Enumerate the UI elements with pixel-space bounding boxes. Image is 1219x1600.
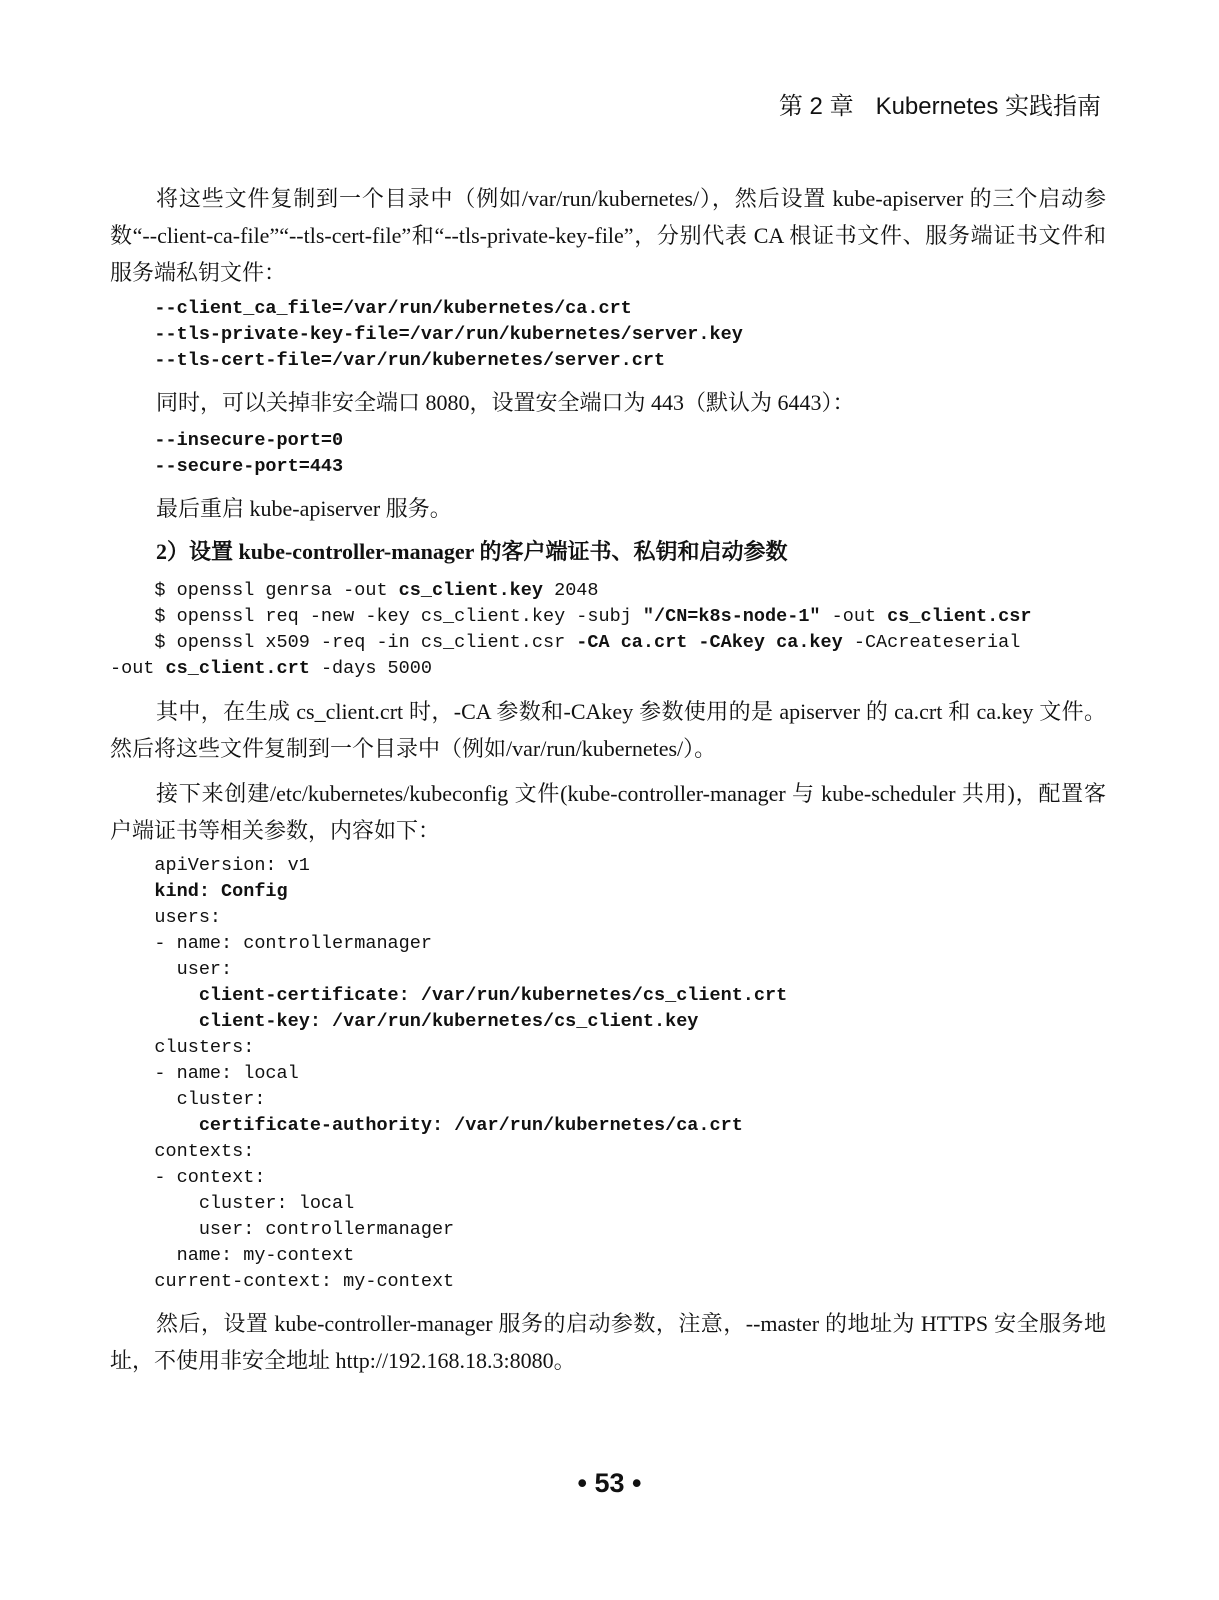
code-line [110,630,1110,656]
code-token: -days 5000 [309,658,432,679]
code-token: - context: [110,1167,266,1188]
running-header [779,86,1101,121]
paragraph-master-address: 然后，设置 kube-controller-manager 服务的启动参数，注意，--master 的地址为 HTTPS 安全服务地址，不使用非安全地址 http://192.168.18.3:8080。 [110,1311,1106,1373]
code-kubeconfig [110,853,1110,1295]
code-token: name: my-context [110,1245,355,1266]
code-line [110,1139,1110,1165]
code-token: 2048 [542,580,599,601]
code-line: --tls-cert-file=/var/run/kubernetes/server.crt [110,350,666,371]
code-token: cs_client.csr [887,606,1032,627]
code-token: -CA ca.crt -CAkey ca.key [576,632,843,653]
code-line [110,853,1110,879]
code-line [110,1087,1110,1113]
code-line: --client_ca_file=/var/run/kubernetes/ca.crt [110,298,632,319]
paragraph-ca-note: 其中，在生成 cs_client.crt 时，-CA 参数和-CAkey 参数使用的是 apiserver 的 ca.crt 和 ca.key 文件。然后将这些文件复制到一个目录中（例如/var/run/kubernetes/）。 [110,699,1106,761]
code-line [110,1113,1110,1139]
code-line [110,1191,1110,1217]
code-token: $ openssl req -new -key cs_client.key -subj [110,606,643,627]
code-token: client-certificate: /var/run/kubernetes/cs_client.crt [110,985,788,1006]
code-line [110,1035,1110,1061]
code-token: -out [820,606,888,627]
page-number: • 53 • [577,1468,642,1498]
paragraph-kubeconfig-intro: 接下来创建/etc/kubernetes/kubeconfig 文件(kube-controller-manager 与 kube-scheduler 共用)，配置客户端证书等相关参数，内容如下： [110,781,1106,843]
code-token: client-key: /var/run/kubernetes/cs_client.key [110,1011,699,1032]
code-token: user: [110,959,233,980]
code-token: -out [110,658,166,679]
code-line [110,1243,1110,1269]
code-line [110,879,1110,905]
code-line: --tls-private-key-file=/var/run/kubernetes/server.key [110,324,743,345]
paragraph-apiserver-files: 将这些文件复制到一个目录中（例如/var/run/kubernetes/），然后设置 kube-apiserver 的三个启动参数“--client-ca-file”“--tls-cert-file”和“--tls-private-key-file”，分别代表 CA 根证书文件、服务端证书文件和服务端私钥文件： [110,186,1106,285]
code-openssl-commands [110,578,1110,682]
code-token: current-context: my-context [110,1271,455,1292]
code-line [110,1269,1110,1295]
code-token: "/CN=k8s-node-1" [642,606,821,627]
code-line [110,604,1110,630]
code-token: certificate-authority: /var/run/kubernetes/ca.crt [110,1115,743,1136]
code-token: - name: local [110,1063,299,1084]
code-token: clusters: [110,1037,255,1058]
code-token: cs_client.key [398,580,543,601]
code-apiserver-flags [110,296,1110,374]
code-token: contexts: [110,1141,255,1162]
code-line: --insecure-port=0 [110,430,344,451]
code-token: apiVersion: v1 [110,855,310,876]
code-line [110,578,1110,604]
code-token: $ openssl x509 -req -in cs_client.csr [110,632,577,653]
code-line [110,1165,1110,1191]
chapter-title: Kubernetes 实践指南 [875,93,1101,120]
code-token: cluster: local [110,1193,355,1214]
code-line [110,983,1110,1009]
code-token: - name: controllermanager [110,933,432,954]
paragraph-restart: 最后重启 kube-apiserver 服务。 [156,496,452,521]
code-token: $ openssl genrsa -out [110,580,399,601]
section-heading: 2）设置 kube-controller-manager 的客户端证书、私钥和启动参数 [156,539,788,564]
code-token: -CAcreateserial [842,632,1021,653]
paragraph-ports: 同时，可以关掉非安全端口 8080，设置安全端口为 443（默认为 6443）： [156,390,855,415]
code-token: cluster: [110,1089,266,1110]
code-line: --secure-port=443 [110,456,344,477]
code-line [110,656,1110,682]
code-line [110,957,1110,983]
code-line [110,905,1110,931]
code-line [110,931,1110,957]
code-port-flags [110,428,1110,480]
code-line [110,1217,1110,1243]
code-token: user: controllermanager [110,1219,455,1240]
code-line [110,1061,1110,1087]
code-token: users: [110,907,222,928]
code-token: kind: Config [110,881,288,902]
chapter-number: 第 2 章 [778,93,854,120]
code-token: cs_client.crt [165,658,310,679]
code-line [110,1009,1110,1035]
